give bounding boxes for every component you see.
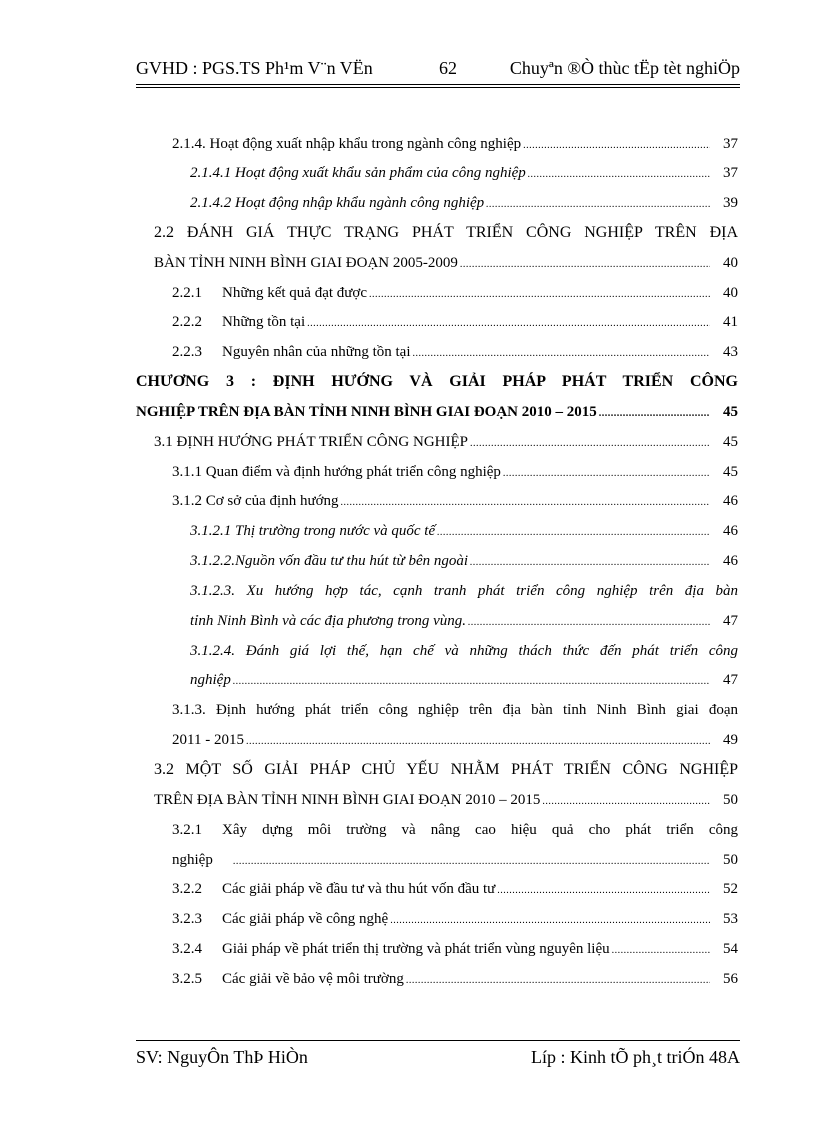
footer-class: Líp : Kinh tÕ ph¸t triÓn 48A: [531, 1047, 740, 1067]
toc-entry: 3.1.2.2.Nguồn vốn đầu tư thu hút từ bên ngoài ..... 46: [190, 551, 738, 571]
toc-entry: NGHIỆP TRÊN ĐỊA BÀN TỈNH NINH BÌNH GIAI ĐOẠN 2010 – 2015 ..... 45: [136, 402, 738, 422]
toc-entry: tỉnh Ninh Bình và các địa phương trong vùng. ..... 47: [190, 611, 738, 631]
footer-student: SV: NguyÔn ThÞ HiÒn: [136, 1047, 308, 1067]
toc-entry: 3.1.2 Cơ sở của định hướng ..... 46: [172, 491, 738, 511]
toc-entry: nghiệp ..... 47: [190, 670, 738, 690]
toc-entry: 3.2.3 Các giải pháp về công nghệ ..... 53: [172, 909, 738, 929]
toc-entry: 3.1.1 Quan điểm và định hướng phát triển công nghiệp ..... 45: [172, 462, 738, 482]
page-footer: [136, 1040, 740, 1067]
toc-entry: 2.2.3 Nguyên nhân của những tồn tại ..... 43: [172, 342, 738, 362]
toc-entry: 3.1.3. Định hướng phát triển công nghiệp trên địa bàn tỉnh Ninh Bình giai đoạn: [172, 702, 738, 718]
toc-entry: 3.2 MỘT SỐ GIẢI PHÁP CHỦ YẾU NHẰM PHÁT TRIỂN CÔNG NGHIỆP: [154, 761, 738, 778]
page-header: [136, 52, 740, 85]
toc-entry: 2.1.4. Hoạt động xuất nhập khẩu trong ngành công nghiệp ..... 37: [172, 134, 738, 154]
toc-entry: 3.1 ĐỊNH HƯỚNG PHÁT TRIỂN CÔNG NGHIỆP ..... 45: [154, 432, 738, 452]
header-page-number: 62: [439, 58, 457, 78]
toc-entry: 3.1.2.4. Đánh giá lợi thế, hạn chế và những thách thức đến phát triển công: [190, 643, 738, 659]
toc-entry: 2011 - 2015 ..... 49: [172, 730, 738, 750]
toc-entry: BÀN TỈNH NINH BÌNH GIAI ĐOẠN 2005-2009 ..... 40: [154, 253, 738, 273]
toc-entry: 3.2.5 Các giải về bảo vệ môi trường ..... 56: [172, 969, 738, 989]
toc-entry: 2.2.2 Những tồn tại ..... 41: [172, 312, 738, 332]
header-title: Chuyªn ®Ò thùc tËp tèt nghiÖp: [509, 58, 740, 78]
toc-entry: 2.2 ĐÁNH GIÁ THỰC TRẠNG PHÁT TRIỂN CÔNG NGHIỆP TRÊN ĐỊA: [154, 224, 738, 241]
toc-entry: 3.2.4 Giải pháp về phát triển thị trường và phát triển vùng nguyên liệu ..... 54: [172, 939, 738, 959]
toc-entry: 3.1.2.3. Xu hướng hợp tác, cạnh tranh phát triển công nghiệp trên địa bàn: [190, 583, 738, 599]
toc-entry: 3.1.2.1 Thị trường trong nước và quốc tế ..... 46: [190, 521, 738, 541]
toc-entry: 2.2.1 Những kết quả đạt được ..... 40: [172, 283, 738, 303]
toc-entry: 2.1.4.1 Hoạt động xuất khẩu sản phẩm của công nghiệp ..... 37: [190, 163, 738, 183]
toc-entry: TRÊN ĐỊA BÀN TỈNH NINH BÌNH GIAI ĐOẠN 2010 – 2015 ..... 50: [154, 790, 738, 810]
toc-entry: nghiệp ..... 50: [172, 850, 738, 870]
toc-entry: 3.2.1 Xây dựng môi trường và nâng cao hiệu quả cho phát triển công: [172, 822, 738, 838]
header-supervisor: GVHD : PGS.TS Ph¹m V¨n VËn: [136, 58, 373, 78]
toc-entry: 3.2.2 Các giải pháp về đầu tư và thu hút vốn đầu tư ..... 52: [172, 879, 738, 899]
toc-entry: 2.1.4.2 Hoạt động nhập khẩu ngành công nghiệp ..... 39: [190, 193, 738, 213]
toc-entry: CHƯƠNG 3 : ĐỊNH HƯỚNG VÀ GIẢI PHÁP PHÁT TRIỂN CÔNG: [136, 373, 738, 390]
